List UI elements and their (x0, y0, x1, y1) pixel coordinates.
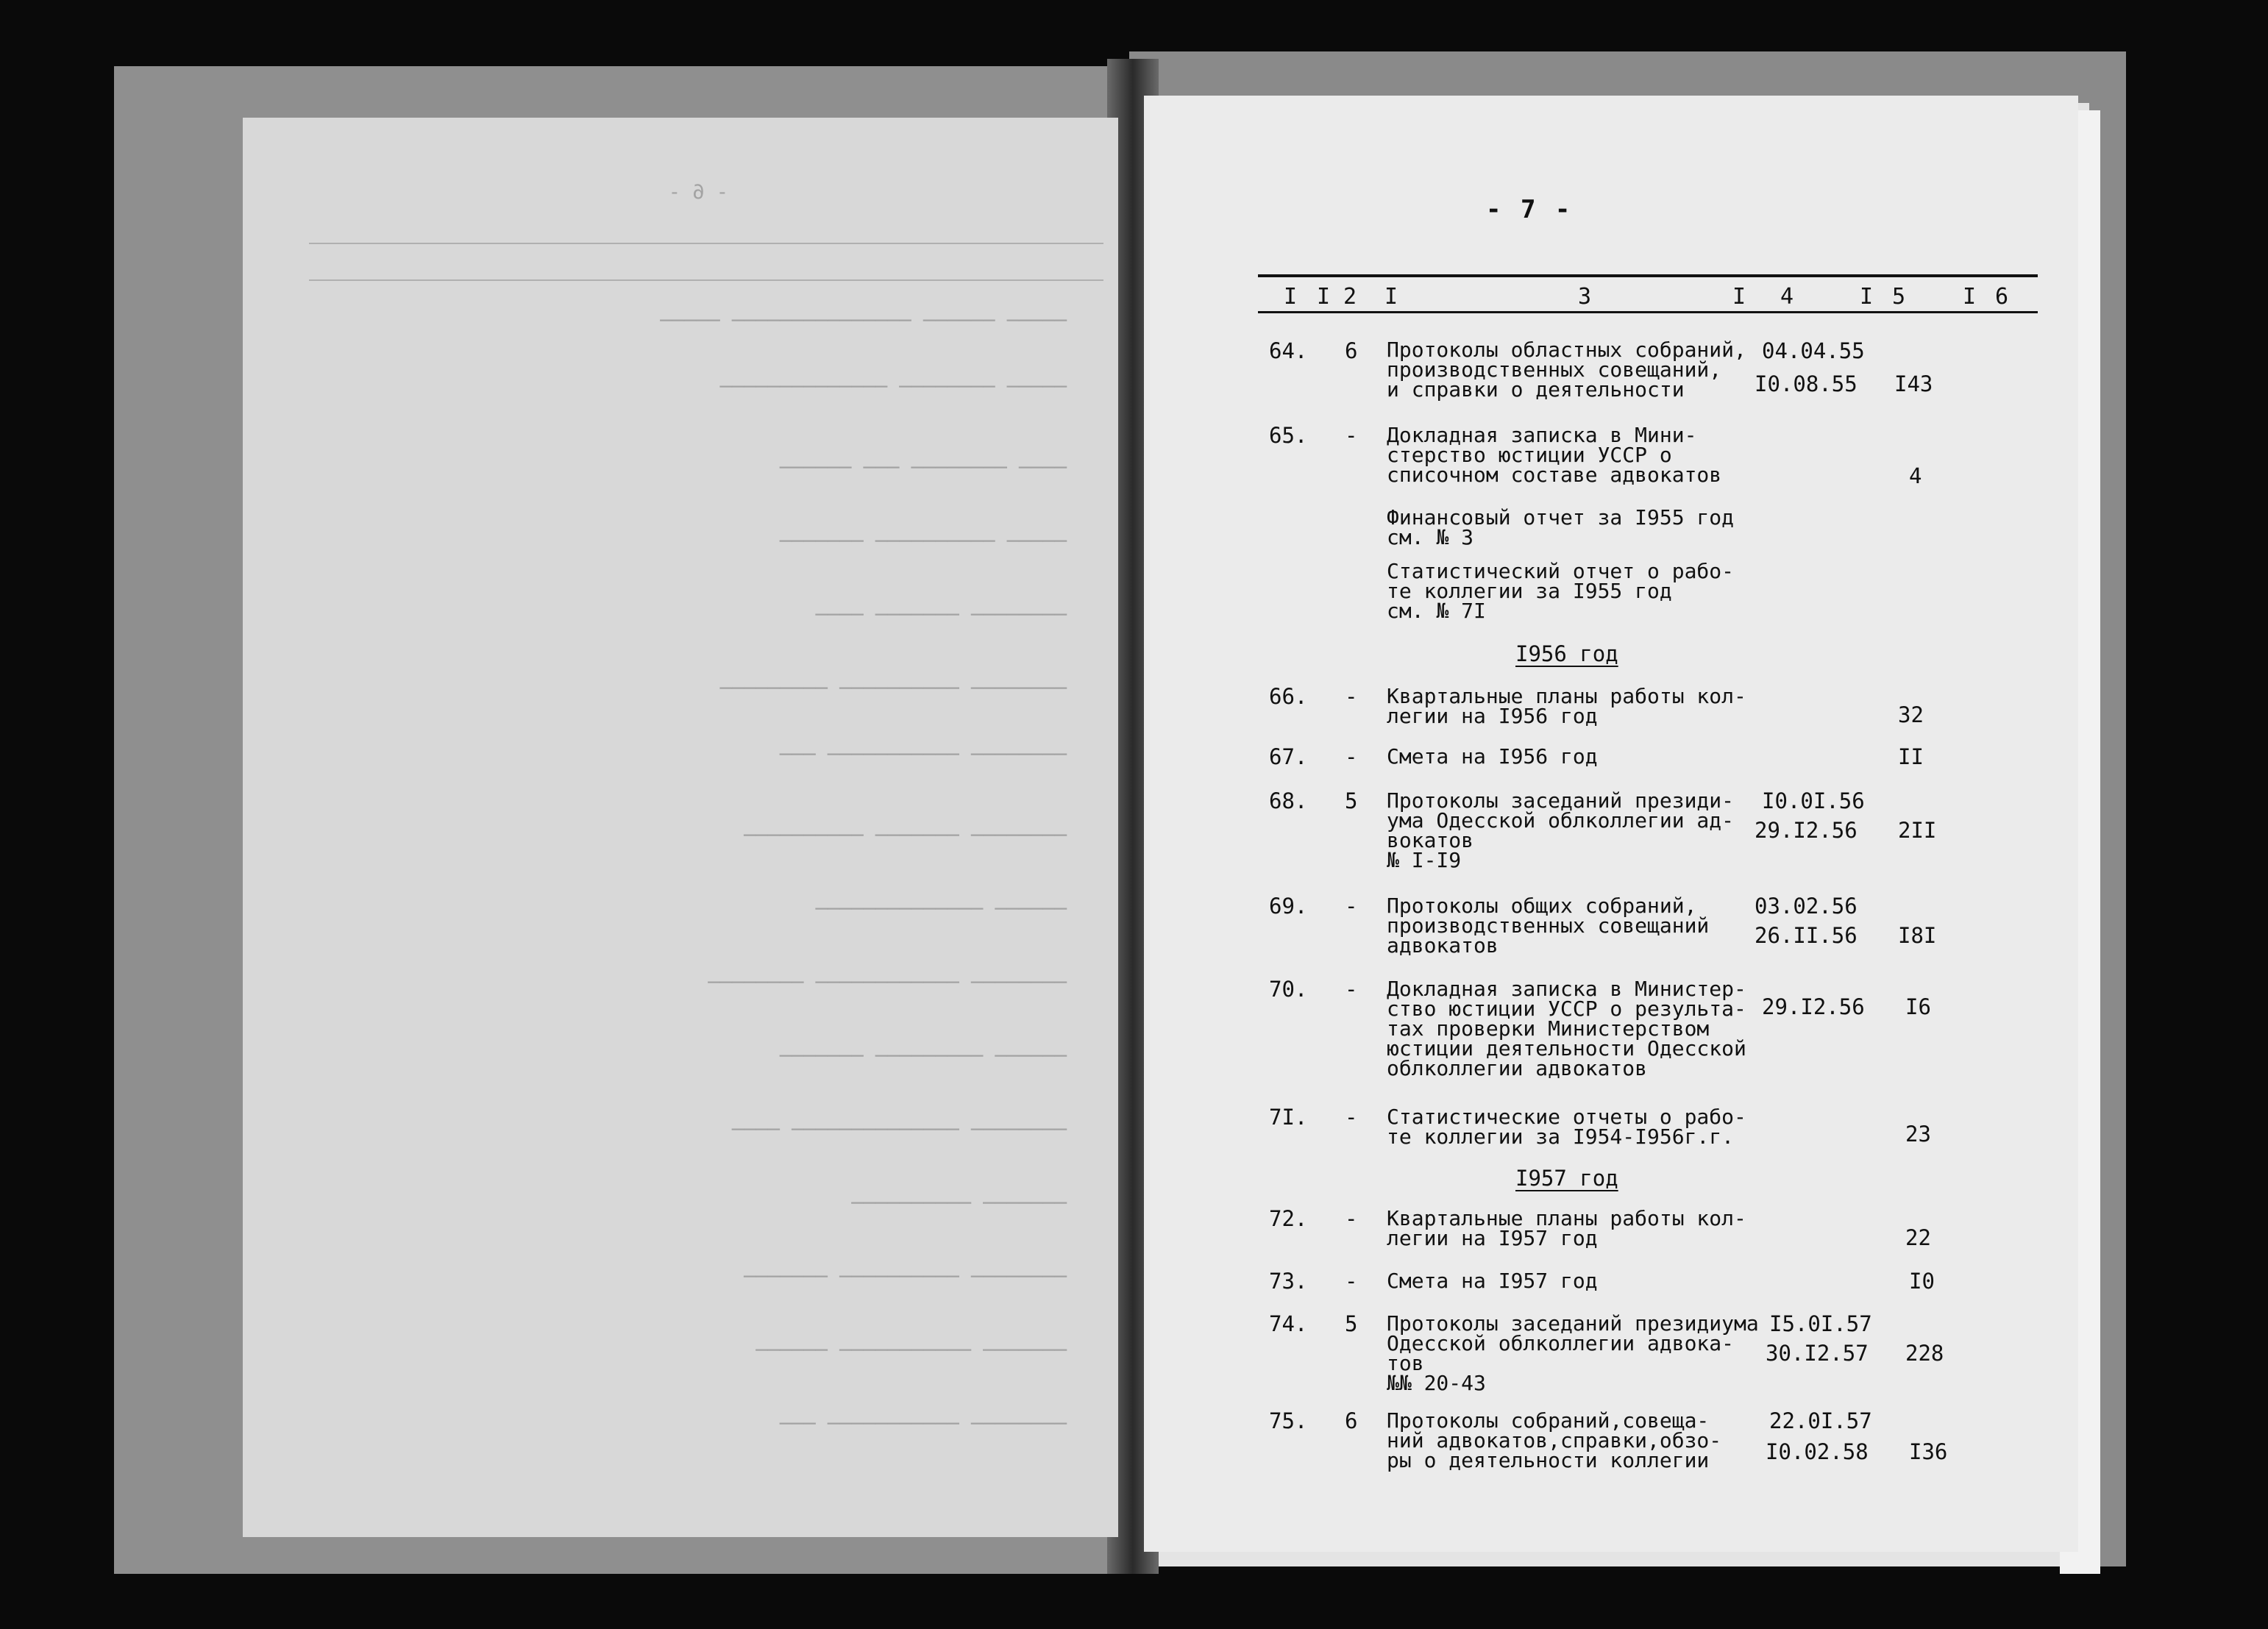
row-count: 32 (1898, 702, 1924, 727)
row-number: 7I. (1269, 1105, 1308, 1130)
row-count: I6 (1905, 994, 1931, 1019)
column-separator: I (1860, 284, 1874, 310)
row-sheets: - (1345, 423, 1358, 448)
row-title: Протоколы заседаний президи- ума Одесской облколлегии ад- вокатов № I-I9 (1387, 788, 1735, 872)
left-page-bleedthrough: - 6 - ───── ────── ─────────────── ───── ───── ──────── ────────────── ──── ──────── ─── ────── ───── ────────── ─────── ──────── ─────── ──── ──────── ────────── ───────── ──────── ─────────── ─── ──────── ─────── ────────── ────── ────────────── ──────── ──────────── ──────── ────── ───────── ─────── ──────── ────────────── ──── ─────── ────────── ──────── ────────── ─────── ─────── ─────────── ────── ──────── ─────────── ─── (250, 162, 1111, 1486)
column-header-3: 3 (1578, 284, 1592, 310)
row-number: 64. (1269, 338, 1308, 363)
row-title: Протоколы заседаний президиума Одесской облколлегии адвока- тов №№ 20-43 (1387, 1311, 1759, 1395)
row-title: Статистические отчеты о рабо- те коллегии за I954-I956г.г. (1387, 1105, 1746, 1149)
column-header-4: 4 (1780, 284, 1794, 310)
row-count: 2II (1898, 818, 1937, 843)
row-title: Протоколы общих собраний, производственных совещаний адвокатов (1387, 894, 1710, 958)
row-number: 72. (1269, 1206, 1308, 1231)
row-title: Квартальные планы работы кол- легии на I956 год (1387, 684, 1746, 728)
row-title: Смета на I956 год (1387, 744, 1598, 769)
row-count: 4 (1909, 463, 1922, 488)
row-sheets: 5 (1345, 1311, 1358, 1336)
row-number: 73. (1269, 1269, 1308, 1294)
row-title: Протоколы собраний,совеща- ний адвокатов,справки,обзо- ры о деятельности коллегии (1387, 1408, 1722, 1472)
row-date-end: I0.02.58 (1766, 1439, 1869, 1464)
row-title: Смета на I957 год (1387, 1269, 1598, 1293)
row-sheets: - (1345, 1269, 1358, 1294)
row-date-start: I5.0I.57 (1769, 1311, 1872, 1336)
row-sheets: - (1345, 1105, 1358, 1130)
row-sheets: 6 (1345, 338, 1358, 363)
year-heading: I957 год (1515, 1166, 1618, 1191)
row-count: 228 (1905, 1341, 1944, 1366)
row-title: Финансовый отчет за I955 год см. № 3 (1387, 505, 1735, 549)
row-sheets: 5 (1345, 788, 1358, 813)
column-separator: I (1384, 284, 1398, 310)
table-header-rule (1258, 311, 2038, 313)
page-number: - 7 - (1486, 195, 1573, 224)
row-date-end: 29.I2.56 (1755, 818, 1858, 843)
column-separator: I (1732, 284, 1746, 310)
row-count: II (1898, 744, 1924, 769)
row-count: I0 (1909, 1269, 1935, 1294)
row-sheets: - (1345, 684, 1358, 709)
row-number: 65. (1269, 423, 1308, 448)
row-number: 75. (1269, 1408, 1308, 1433)
column-header-5: 5 (1892, 284, 1906, 310)
row-date-end: 26.II.56 (1755, 923, 1858, 948)
row-date-start: 22.0I.57 (1769, 1408, 1872, 1433)
row-sheets: - (1345, 1206, 1358, 1231)
row-date-end: 30.I2.57 (1766, 1341, 1869, 1366)
row-number: 69. (1269, 894, 1308, 919)
row-count: I8I (1898, 923, 1937, 948)
row-title: Докладная записка в Министер- ство юстиции УССР о результа- тах проверки Министерством юстиции деятельности Одесской облколлегии адвокатов (1387, 977, 1746, 1080)
row-number: 70. (1269, 977, 1308, 1002)
row-date-end: I0.08.55 (1755, 371, 1858, 396)
row-sheets: 6 (1345, 1408, 1358, 1433)
row-date-start: 04.04.55 (1762, 338, 1865, 363)
column-header-2: 2 (1343, 284, 1357, 310)
row-count: I43 (1894, 371, 1933, 396)
row-title: Докладная записка в Мини- стерство юстиции УССР о списочном составе адвокатов (1387, 423, 1722, 487)
row-count: I36 (1909, 1439, 1948, 1464)
column-header-1: I (1284, 284, 1298, 310)
row-sheets: - (1345, 744, 1358, 769)
column-separator: I (1317, 284, 1331, 310)
row-number: 67. (1269, 744, 1308, 769)
row-date-start: I0.0I.56 (1762, 788, 1865, 813)
row-count: 22 (1905, 1225, 1931, 1250)
row-title: Статистический отчет о рабо- те коллегии за I955 год см. № 7I (1387, 559, 1735, 623)
row-date-start: 03.02.56 (1755, 894, 1858, 919)
row-count: 23 (1905, 1122, 1931, 1147)
row-sheets: - (1345, 977, 1358, 1002)
row-number: 74. (1269, 1311, 1308, 1336)
row-number: 66. (1269, 684, 1308, 709)
row-title: Протоколы областных собраний, производственных совещаний, и справки о деятельности (1387, 338, 1746, 402)
row-number: 68. (1269, 788, 1308, 813)
column-separator: I (1963, 284, 1977, 310)
column-header-6: 6 (1995, 284, 2009, 310)
year-heading: I956 год (1515, 641, 1618, 666)
table-top-rule (1258, 274, 2038, 277)
row-sheets: - (1345, 894, 1358, 919)
row-date-start: 29.I2.56 (1762, 994, 1865, 1019)
row-title: Квартальные планы работы кол- легии на I957 год (1387, 1206, 1746, 1250)
